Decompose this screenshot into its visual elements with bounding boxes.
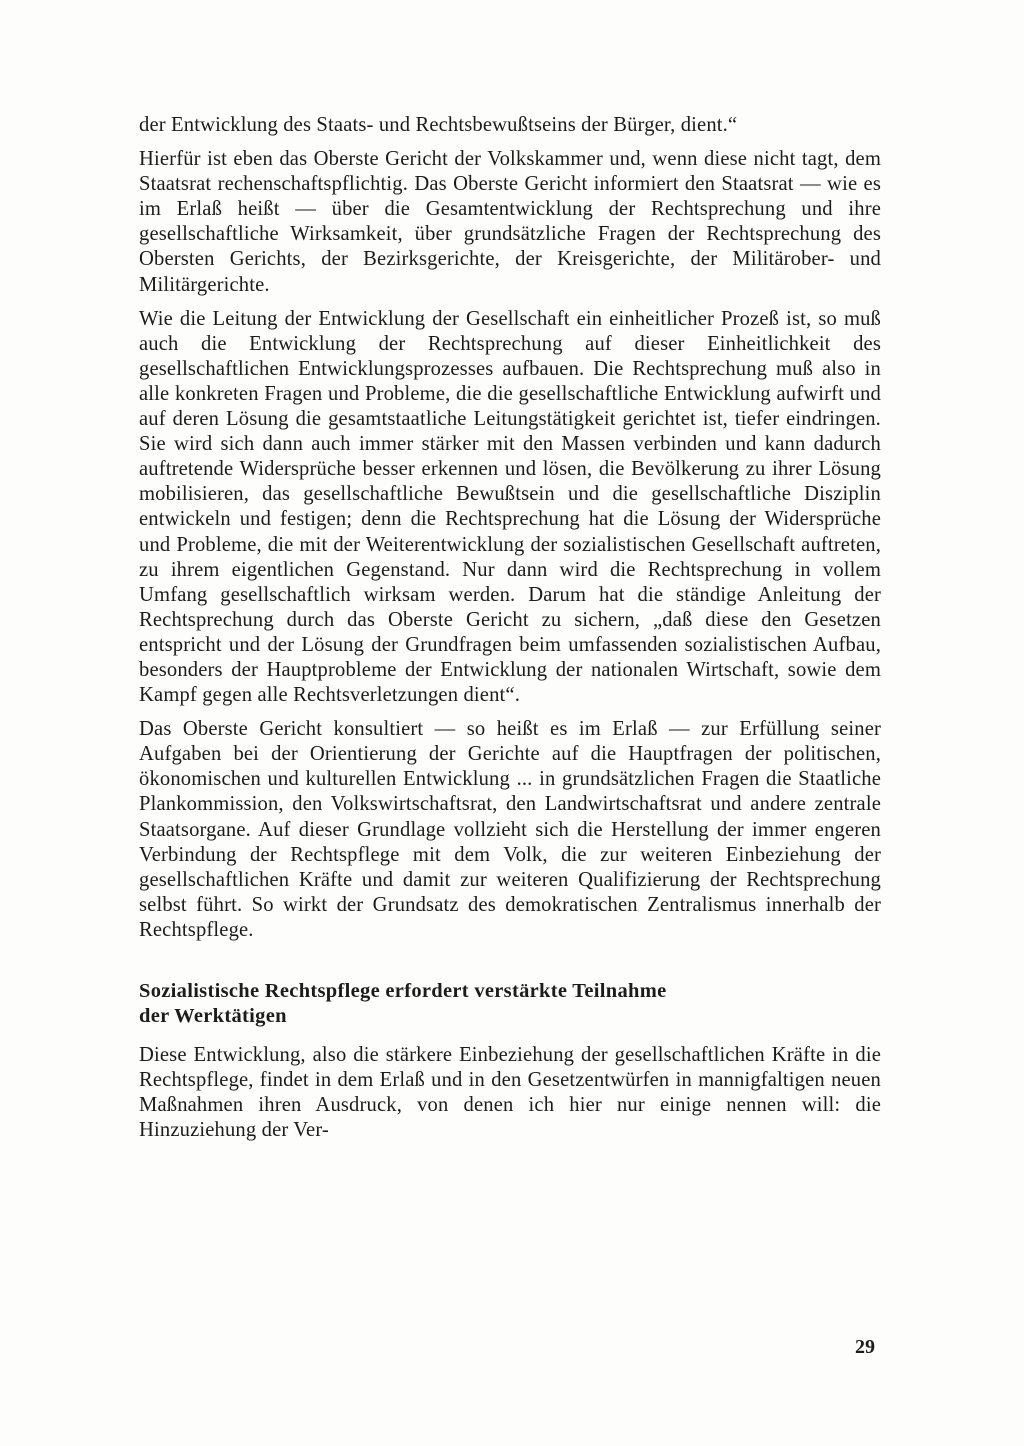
section-heading (139, 979, 881, 1029)
section-heading-line-2: der Werktätigen (139, 1005, 287, 1027)
section-heading-line-1: Sozialistische Rechtspflege erfordert verstärkte Teilnahme (139, 980, 667, 1002)
paragraph-1: der Entwicklung des Staats- und Rechtsbewußtseins der Bürger, dient.“ (139, 114, 738, 136)
paragraph-4: Das Oberste Gericht konsultiert — so heißt es im Erlaß — zur Erfüllung seiner Aufgaben bei der Orientierung der Gerichte auf die Hauptfragen der politischen, ökonomischen und kulturellen Entwicklung ... in grundsätzlichen Fragen die Staatliche Plankommission, den Volkswirtschaftsrat, den Landwirtschaftsrat und andere zentrale Staatsorgane. Auf dieser Grundlage vollzieht sich die Herstellung der immer engeren Verbindung der Rechtspflege mit dem Volk, die zur weiteren Einbeziehung der gesellschaftlichen Kräfte und damit zur weiteren Qualifizierung der Rechtsprechung selbst führt. So wirkt der Grundsatz des demokratischen Zentralismus innerhalb der Rechtspflege. (139, 718, 881, 941)
page-number: 29 (855, 1336, 875, 1358)
paragraph-3: Wie die Leitung der Entwicklung der Gesellschaft ein einheitlicher Prozeß ist, so muß auch die Entwicklung der Rechtsprechung auf dieser Einheitlichkeit des gesellschaftlichen Entwicklungsprozesses aufbauen. Die Rechtsprechung muß also in alle konkreten Fragen und Probleme, die die gesellschaftliche Entwicklung aufwirft und auf deren Lösung die gesamtstaatliche Leitungstätigkeit gerichtet ist, tiefer eindringen. Sie wird sich dann auch immer stärker mit den Massen verbinden und kann dadurch auftretende Widersprüche besser erkennen und lösen, die Bevölkerung zu ihrer Lösung mobilisieren, das gesellschaftliche Bewußtsein und die gesellschaftliche Disziplin entwickeln und festigen; denn die Rechtsprechung hat die Lösung der Widersprüche und Probleme, die mit der Weiterentwicklung der sozialistischen Gesellschaft auftreten, zu ihrem eigentlichen Gegenstand. Nur dann wird die Rechtsprechung in vollem Umfang gesellschaftlich wirksam werden. Darum hat die ständige Anleitung der Rechtsprechung durch das Oberste Gericht zu sichern, „daß diese den Gesetzen entspricht und der Lösung der Grundfragen beim umfassenden sozialistischen Aufbau, besonders der Hauptprobleme der Entwicklung der nationalen Wirtschaft, sowie dem Kampf gegen alle Rechtsverletzungen dient“. (139, 307, 881, 707)
paragraph-2: Hierfür ist eben das Oberste Gericht der Volkskammer und, wenn diese nicht tagt, dem Staatsrat rechenschaftspflichtig. Das Oberste Gericht informiert den Staatsrat — wie es im Erlaß heißt — über die Gesamtentwicklung der Rechtsprechung und ihre gesellschaftliche Wirksamkeit, über grundsätzliche Fragen der Rechtsprechung des Obersten Gerichts, der Bezirksgerichte, der Kreisgerichte, der Militärober- und Militärgerichte. (139, 148, 881, 296)
paragraph-5: Diese Entwicklung, also die stärkere Einbeziehung der gesellschaftlichen Kräfte in die Rechtspflege, findet in dem Erlaß und in den Gesetzentwürfen in mannigfaltigen neuen Maßnahmen ihren Ausdruck, von denen ich hier nur einige nennen will: die Hinzuziehung der Ver- (139, 1044, 881, 1142)
body-text (139, 113, 881, 1152)
